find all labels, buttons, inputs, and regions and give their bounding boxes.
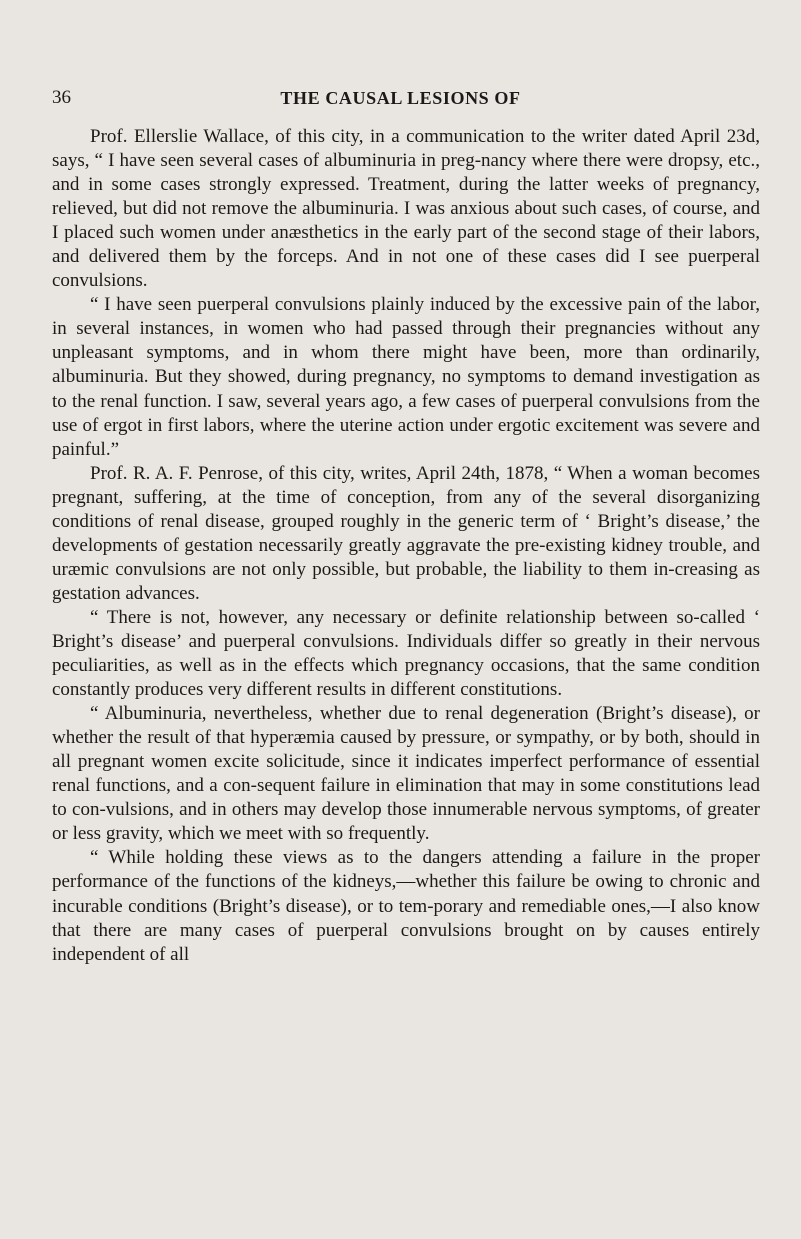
paragraph-wallace-observations: “ I have seen puerperal convulsions plainly induced by the excessive pain of the labor, in several instances, in women who had passed through their pregnancies without any unpleasant symptoms, and in whom there might have been, more than ordinarily, albuminuria. But they showed, during pregnancy, no symptoms to demand investigation as to the renal function. I saw, several years ago, a few cases of puerperal convulsions from the use of ergot in first labors, where the uterine action under ergotic excitement was severe and painful.” <box>52 294 760 460</box>
body-text <box>52 125 760 967</box>
running-head: THE CAUSAL LESIONS OF <box>280 88 521 108</box>
paragraph-no-definite-relationship: “ There is not, however, any necessary or definite relationship between so-called ‘ Bright’s disease’ and puerperal convulsions. Individuals differ so greatly in their nervous peculiarities, as well as in the effects which pregnancy occasions, that the same condition constantly produces very different results in different constitutions. <box>52 606 760 701</box>
paragraph-albuminuria-solicitude: “ Albuminuria, nevertheless, whether due to renal degeneration (Bright’s disease), or whether the result of that hyperæmia caused by pressure, or sympathy, or by both, should in all pregnant women excite solicitude, since it indicates imperfect performance of essential renal functions, and a con-sequent failure in elimination that may in some constitutions lead to con-vulsions, and in others may develop those innumerable nervous symptoms, of greater or less gravity, which we meet with so frequently. <box>52 703 760 845</box>
paragraph-wallace-letter: Prof. Ellerslie Wallace, of this city, in a communication to the writer dated April 23d, says, “ I have seen several cases of albuminuria in preg-nancy where there were dropsy, etc., and in some cases strongly expressed. Treatment, during the latter weeks of pregnancy, relieved, but did not remove the albuminuria. I was anxious about such cases, of course, and I placed such women under anæsthetics in the early part of the second stage of their labors, and delivered them by the forceps. And in not one of these cases did I see puerperal convulsions. <box>52 126 760 292</box>
paragraph-independent-causes: “ While holding these views as to the dangers attending a failure in the proper performance of the functions of the kidneys,—whether this failure be owing to chronic and incurable conditions (Bright’s disease), or to tem-porary and remediable ones,—I also know that there are many cases of puerperal convulsions brought on by causes entirely independent of all <box>52 847 760 965</box>
page-header <box>0 86 801 110</box>
paragraph-penrose-letter: Prof. R. A. F. Penrose, of this city, writes, April 24th, 1878, “ When a woman becomes pregnant, suffering, at the time of conception, from any of the several disorganizing conditions of renal disease, grouped roughly in the generic term of ‘ Bright’s disease,’ the developments of gestation necessarily greatly aggravate the pre-existing kidney trouble, and uræmic convulsions are not only possible, but probable, the liability to them in-creasing as gestation advances. <box>52 462 760 604</box>
page-number: 36 <box>52 87 71 108</box>
